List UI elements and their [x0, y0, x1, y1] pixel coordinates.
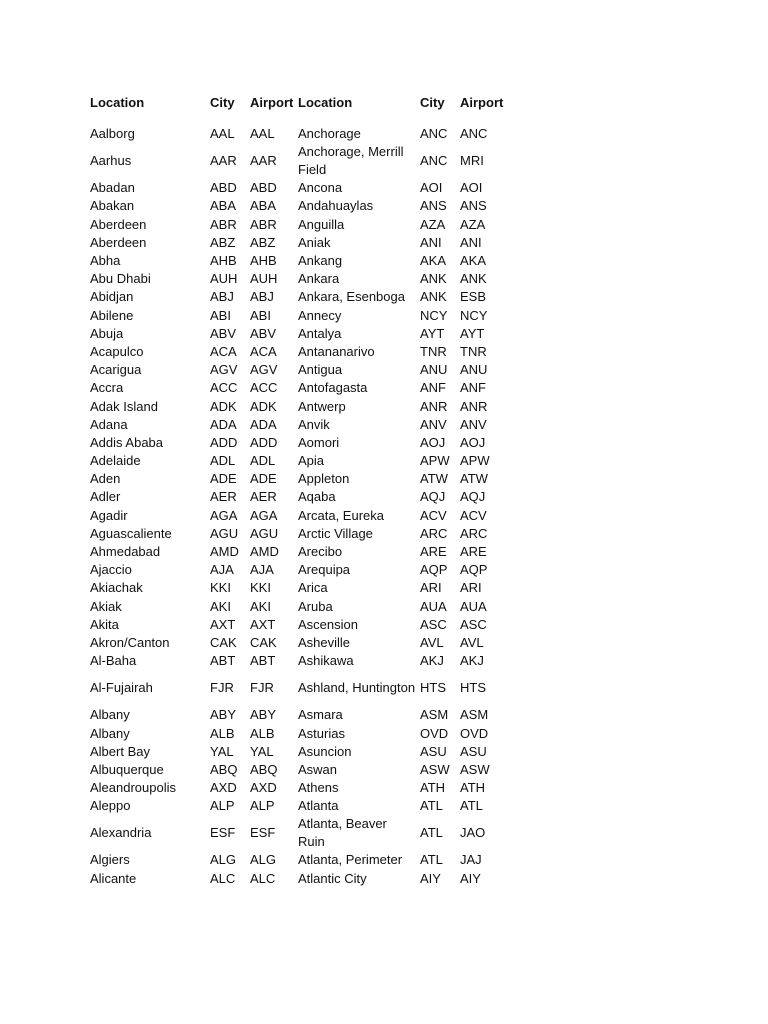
airport-code-cell: ABQ: [250, 761, 278, 777]
location-cell: Aarhus: [90, 153, 132, 169]
header-airport-2: Airport: [460, 94, 504, 110]
city-code-cell: ACA: [210, 343, 237, 359]
location-cell-2: Aomori: [298, 434, 340, 450]
location-cell: Adelaide: [90, 453, 141, 469]
location-cell: Aalborg: [90, 126, 135, 142]
city-code-cell-2: AKJ: [420, 653, 444, 669]
airport-code-cell: FJR: [250, 680, 274, 696]
airport-code-cell-2: HTS: [460, 680, 486, 696]
city-code-cell-2: OVD: [420, 725, 449, 741]
location-cell-2: Ascension: [298, 616, 358, 632]
city-code-cell-2: ANF: [420, 380, 446, 396]
city-code-cell: YAL: [210, 743, 234, 759]
location-cell-2: Atlanta, Perimeter: [298, 852, 403, 868]
airport-code-cell: AGA: [250, 507, 278, 523]
location-cell: Adana: [90, 416, 128, 432]
location-cell: Aleppo: [90, 798, 131, 814]
location-cell-2: Ankang: [298, 253, 343, 269]
city-code-cell: KKI: [210, 580, 231, 596]
airport-code-cell-2: AKA: [460, 253, 487, 269]
table-row: [86, 397, 508, 415]
header-city: City: [210, 94, 235, 110]
location-cell-2: Anguilla: [298, 216, 345, 232]
location-cell-2: Asturias: [298, 725, 345, 741]
location-cell: Akron/Canton: [90, 634, 170, 650]
table-row: [86, 325, 508, 343]
airport-code-cell: ABV: [250, 325, 277, 341]
city-code-cell-2: TNR: [420, 343, 447, 359]
city-code-cell-2: ATL: [420, 852, 443, 868]
location-cell: Alicante: [90, 870, 137, 886]
airport-code-cell: AXT: [250, 616, 276, 632]
city-code-cell: ABR: [210, 216, 237, 232]
location-cell: Albuquerque: [90, 761, 164, 777]
airport-code-cell: AMD: [250, 544, 279, 560]
table-row: [86, 761, 508, 779]
airport-code-cell: AUH: [250, 271, 278, 287]
city-code-cell-2: ACV: [420, 507, 447, 523]
table-row: [86, 197, 508, 215]
airport-code-cell: ESF: [250, 825, 276, 841]
airport-code-cell: ACA: [250, 343, 277, 359]
city-code-cell-2: ANK: [420, 289, 447, 305]
location-cell-2: Anchorage: [298, 126, 361, 142]
city-code-cell-2: HTS: [420, 680, 446, 696]
table-row: [86, 652, 508, 670]
city-code-cell-2: ASW: [420, 761, 450, 777]
airport-code-cell-2: AQP: [460, 562, 488, 578]
location-cell: Abu Dhabi: [90, 271, 151, 287]
airport-code-cell-2: MRI: [460, 153, 484, 169]
city-code-cell: AKI: [210, 598, 231, 614]
airport-code-cell: YAL: [250, 743, 274, 759]
table-row: [86, 598, 508, 616]
table-row: [86, 851, 508, 869]
location-cell-2: Arecibo: [298, 544, 343, 560]
location-cell-2: Arcata, Eureka: [298, 507, 384, 523]
location-cell: Abadan: [90, 180, 135, 196]
header-location: Location: [90, 94, 145, 110]
location-cell: Accra: [90, 380, 124, 396]
city-code-cell-2: AQJ: [420, 489, 446, 505]
location-cell: Albert Bay: [90, 743, 150, 759]
header-location-2: Location: [298, 94, 353, 110]
location-cell-2: Asheville: [298, 634, 351, 650]
table-row: [86, 179, 508, 197]
location-cell: Aguascaliente: [90, 525, 172, 541]
airport-code-cell-2: ANC: [460, 126, 488, 142]
airport-code-cell-2: ANR: [460, 398, 488, 414]
location-cell: Alexandria: [90, 825, 152, 841]
location-cell-2: Aqaba: [298, 489, 336, 505]
city-code-cell: ALP: [210, 798, 235, 814]
location-cell-2: Antofagasta: [298, 380, 368, 396]
city-code-cell-2: AYT: [420, 325, 445, 341]
airport-code-cell: AHB: [250, 253, 277, 269]
location-cell: Akiachak: [90, 580, 143, 596]
city-code-cell: ADA: [210, 416, 237, 432]
city-code-cell-2: AZA: [420, 216, 446, 232]
location-cell: Agadir: [90, 507, 128, 523]
location-cell-2: Ashland, Huntington: [298, 680, 416, 696]
table-row: [86, 270, 508, 288]
city-code-cell-2: NCY: [420, 307, 448, 323]
city-code-cell-2: AQP: [420, 562, 448, 578]
airport-code-cell-2: ATL: [460, 798, 483, 814]
location-cell: Al-Fujairah: [90, 680, 153, 696]
city-code-cell: AAL: [210, 126, 235, 142]
location-cell-2: Antigua: [298, 362, 343, 378]
location-cell: Addis Ababa: [90, 434, 164, 450]
location-cell-2: Annecy: [298, 307, 342, 323]
location-cell: Abakan: [90, 198, 135, 214]
location-cell-2: Appleton: [298, 471, 350, 487]
airport-code-cell-2: AOI: [460, 180, 483, 196]
location-cell: Abidjan: [90, 289, 134, 305]
airport-code-cell-2: ESB: [460, 289, 487, 305]
airport-code-cell-2: ARC: [460, 525, 488, 541]
location-cell-2: Ankara: [298, 271, 340, 287]
airport-code-cell: CAK: [250, 634, 277, 650]
city-code-cell: ABA: [210, 198, 237, 214]
airport-code-cell: ADL: [250, 453, 276, 469]
airport-code-cell-2: ASC: [460, 616, 487, 632]
city-code-cell-2: ANS: [420, 198, 447, 214]
city-code-cell-2: AVL: [420, 634, 444, 650]
city-code-cell: ABD: [210, 180, 237, 196]
city-code-cell-2: ASU: [420, 743, 447, 759]
location-cell-2: Antalya: [298, 325, 342, 341]
airport-code-cell: ACC: [250, 380, 278, 396]
table-row: [86, 125, 508, 143]
airport-code-cell-2: NCY: [460, 307, 488, 323]
city-code-cell: AJA: [210, 562, 234, 578]
table-row: [86, 234, 508, 252]
location-cell: Acarigua: [90, 362, 142, 378]
city-code-cell-2: AOJ: [420, 434, 446, 450]
airport-code-cell: ABT: [250, 653, 276, 669]
airport-code-cell-2: ARI: [460, 580, 482, 596]
table-row: [86, 252, 508, 270]
header-city-2: City: [420, 94, 445, 110]
location-cell-2: Ashikawa: [298, 653, 354, 669]
table-row: [86, 434, 508, 452]
airport-code-cell-2: ANV: [460, 416, 487, 432]
city-code-cell-2: ANK: [420, 271, 447, 287]
location-cell: Al-Baha: [90, 653, 137, 669]
location-cell-2: Aswan: [298, 761, 338, 777]
city-code-cell: AXD: [210, 780, 237, 796]
table-row: [86, 379, 508, 397]
city-code-cell-2: ANI: [420, 234, 442, 250]
location-cell-2: Ankara, Esenboga: [298, 289, 405, 305]
location-cell: Adler: [90, 489, 121, 505]
city-code-cell-2: ANC: [420, 153, 448, 169]
city-code-cell-2: ANU: [420, 362, 448, 378]
city-code-cell: ABT: [210, 653, 236, 669]
airport-code-cell-2: ARE: [460, 544, 487, 560]
city-code-cell: AUH: [210, 271, 238, 287]
city-code-cell: ABV: [210, 325, 237, 341]
header-row: [86, 90, 508, 115]
location-cell: Algiers: [90, 852, 130, 868]
city-code-cell: AMD: [210, 544, 239, 560]
city-code-cell: ALC: [210, 870, 236, 886]
city-code-cell: ESF: [210, 825, 236, 841]
airport-code-cell: AJA: [250, 562, 274, 578]
location-cell-2: Anvik: [298, 416, 330, 432]
table-row: [86, 452, 508, 470]
table-row: [86, 543, 508, 561]
airport-code-cell: AKI: [250, 598, 271, 614]
airport-code-cell-2: TNR: [460, 343, 487, 359]
city-code-cell: AXT: [210, 616, 236, 632]
city-code-cell: ABZ: [210, 234, 236, 250]
table-row: [86, 815, 508, 851]
location-cell-2: Antananarivo: [298, 343, 375, 359]
table-row: [86, 143, 508, 179]
location-cell: Ajaccio: [90, 562, 132, 578]
airport-code-cell: ALB: [250, 725, 275, 741]
city-code-cell: AAR: [210, 153, 237, 169]
location-cell: Ahmedabad: [90, 544, 161, 560]
city-code-cell-2: AOI: [420, 180, 443, 196]
airport-code-cell-2: AKJ: [460, 653, 484, 669]
city-code-cell-2: ATH: [420, 780, 446, 796]
airport-code-cell: ALG: [250, 852, 277, 868]
city-code-cell-2: AKA: [420, 253, 447, 269]
location-cell: Albany: [90, 725, 130, 741]
airport-code-cell: ADD: [250, 434, 278, 450]
city-code-cell-2: APW: [420, 453, 450, 469]
airport-code-cell: ABD: [250, 180, 277, 196]
airport-code-cell-2: ATW: [460, 471, 488, 487]
location-cell: Aden: [90, 471, 121, 487]
city-code-cell-2: ASC: [420, 616, 447, 632]
airport-code-cell: AAR: [250, 153, 277, 169]
city-code-cell-2: AUA: [420, 598, 447, 614]
airport-code-cell-2: AOJ: [460, 434, 486, 450]
location-cell-2: Antwerp: [298, 398, 346, 414]
airport-code-cell: ALC: [250, 870, 276, 886]
airport-code-cell: ABY: [250, 707, 277, 723]
city-code-cell: AHB: [210, 253, 237, 269]
airport-code-cell-2: ACV: [460, 507, 487, 523]
table-row: [86, 670, 508, 706]
table-row: [86, 361, 508, 379]
location-cell-2: Aruba: [298, 598, 333, 614]
location-cell: Akiak: [90, 598, 122, 614]
table-row: [86, 216, 508, 234]
city-code-cell: FJR: [210, 680, 234, 696]
airport-code-cell-2: ANI: [460, 234, 482, 250]
city-code-cell: ADL: [210, 453, 236, 469]
location-cell-2: Atlanta, Beaver Ruin: [298, 816, 387, 850]
city-code-cell-2: ARI: [420, 580, 442, 596]
location-cell-2: Ancona: [298, 180, 343, 196]
location-cell-2: Aniak: [298, 234, 331, 250]
airport-code-cell: AXD: [250, 780, 277, 796]
airport-codes-table: [86, 90, 508, 888]
location-cell-2: Athens: [298, 780, 339, 796]
city-code-cell: ABQ: [210, 761, 238, 777]
airport-code-cell-2: ASW: [460, 761, 490, 777]
airport-code-cell: ABR: [250, 216, 277, 232]
table-row: [86, 561, 508, 579]
city-code-cell-2: ARE: [420, 544, 447, 560]
location-cell-2: Arica: [298, 580, 328, 596]
airport-code-cell-2: OVD: [460, 725, 489, 741]
city-code-cell: ALG: [210, 852, 237, 868]
airport-code-cell-2: JAJ: [460, 852, 482, 868]
location-cell: Akita: [90, 616, 119, 632]
city-code-cell-2: ATL: [420, 825, 443, 841]
city-code-cell: ADE: [210, 471, 237, 487]
airport-code-cell: AAL: [250, 126, 275, 142]
airport-code-cell-2: ATH: [460, 780, 486, 796]
location-cell-2: Atlantic City: [298, 870, 367, 886]
city-code-cell-2: ANC: [420, 126, 448, 142]
location-cell: Adak Island: [90, 398, 158, 414]
table-row: [86, 779, 508, 797]
airport-code-cell-2: AUA: [460, 598, 487, 614]
location-cell: Aberdeen: [90, 234, 147, 250]
airport-code-cell-2: AIY: [460, 870, 481, 886]
location-cell-2: Asuncion: [298, 743, 352, 759]
location-cell: Abha: [90, 253, 121, 269]
city-code-cell: ABY: [210, 707, 237, 723]
airport-code-cell: AER: [250, 489, 277, 505]
city-code-cell: ADD: [210, 434, 238, 450]
airport-code-cell-2: APW: [460, 453, 490, 469]
location-cell-2: Asmara: [298, 707, 343, 723]
city-code-cell: AGU: [210, 525, 239, 541]
table-row: [86, 743, 508, 761]
airport-code-cell: ADK: [250, 398, 277, 414]
table-row: [86, 288, 508, 306]
table-row: [86, 343, 508, 361]
city-code-cell: ADK: [210, 398, 237, 414]
city-code-cell: ACC: [210, 380, 238, 396]
header-airport: Airport: [250, 94, 294, 110]
airport-code-cell: ALP: [250, 798, 275, 814]
city-code-cell: AGV: [210, 362, 238, 378]
table-body: [86, 115, 508, 888]
table-row: [86, 706, 508, 724]
city-code-cell: AGA: [210, 507, 238, 523]
table-row: [86, 797, 508, 815]
airport-code-cell-2: ANU: [460, 362, 488, 378]
city-code-cell-2: AIY: [420, 870, 441, 886]
city-code-cell: ALB: [210, 725, 235, 741]
location-cell-2: Apia: [298, 453, 325, 469]
city-code-cell: ABJ: [210, 289, 234, 305]
airport-code-cell: AGU: [250, 525, 279, 541]
table-row: [86, 634, 508, 652]
airport-code-cell: ADE: [250, 471, 277, 487]
airport-code-cell-2: AQJ: [460, 489, 486, 505]
city-code-cell: CAK: [210, 634, 237, 650]
location-cell: Abuja: [90, 325, 124, 341]
airport-code-cell: ABZ: [250, 234, 276, 250]
table-row: [86, 488, 508, 506]
location-cell: Acapulco: [90, 343, 144, 359]
airport-code-cell: ABJ: [250, 289, 274, 305]
table-row: [86, 616, 508, 634]
location-cell: Albany: [90, 707, 130, 723]
table-row: [86, 470, 508, 488]
spacer-row: [86, 115, 508, 125]
table-row: [86, 525, 508, 543]
table-row: [86, 416, 508, 434]
airport-code-cell: AGV: [250, 362, 278, 378]
city-code-cell: AER: [210, 489, 237, 505]
table-row: [86, 870, 508, 888]
airport-code-cell-2: ANS: [460, 198, 487, 214]
airport-code-cell-2: ANK: [460, 271, 487, 287]
city-code-cell: ABI: [210, 307, 231, 323]
city-code-cell-2: ATL: [420, 798, 443, 814]
airport-code-cell: ADA: [250, 416, 277, 432]
location-cell: Aberdeen: [90, 216, 147, 232]
location-cell-2: Andahuaylas: [298, 198, 374, 214]
airport-code-cell-2: AZA: [460, 216, 486, 232]
location-cell-2: Atlanta: [298, 798, 339, 814]
airport-code-cell-2: ANF: [460, 380, 486, 396]
city-code-cell-2: ANV: [420, 416, 447, 432]
airport-code-cell-2: JAO: [460, 825, 486, 841]
table-row: [86, 724, 508, 742]
location-cell-2: Arctic Village: [298, 525, 373, 541]
city-code-cell-2: ATW: [420, 471, 448, 487]
airport-code-cell-2: ASU: [460, 743, 487, 759]
airport-code-cell: KKI: [250, 580, 271, 596]
airport-code-cell: ABI: [250, 307, 271, 323]
airport-code-cell: ABA: [250, 198, 277, 214]
table-row: [86, 507, 508, 525]
location-cell-2: Anchorage, Merrill Field: [298, 144, 404, 178]
airport-code-cell-2: AVL: [460, 634, 484, 650]
city-code-cell-2: ARC: [420, 525, 448, 541]
location-cell: Abilene: [90, 307, 134, 323]
airport-code-cell-2: AYT: [460, 325, 485, 341]
location-cell: Aleandroupolis: [90, 780, 177, 796]
airport-code-cell-2: ASM: [460, 707, 489, 723]
location-cell-2: Arequipa: [298, 562, 351, 578]
table-row: [86, 579, 508, 597]
city-code-cell-2: ASM: [420, 707, 449, 723]
city-code-cell-2: ANR: [420, 398, 448, 414]
table-row: [86, 307, 508, 325]
